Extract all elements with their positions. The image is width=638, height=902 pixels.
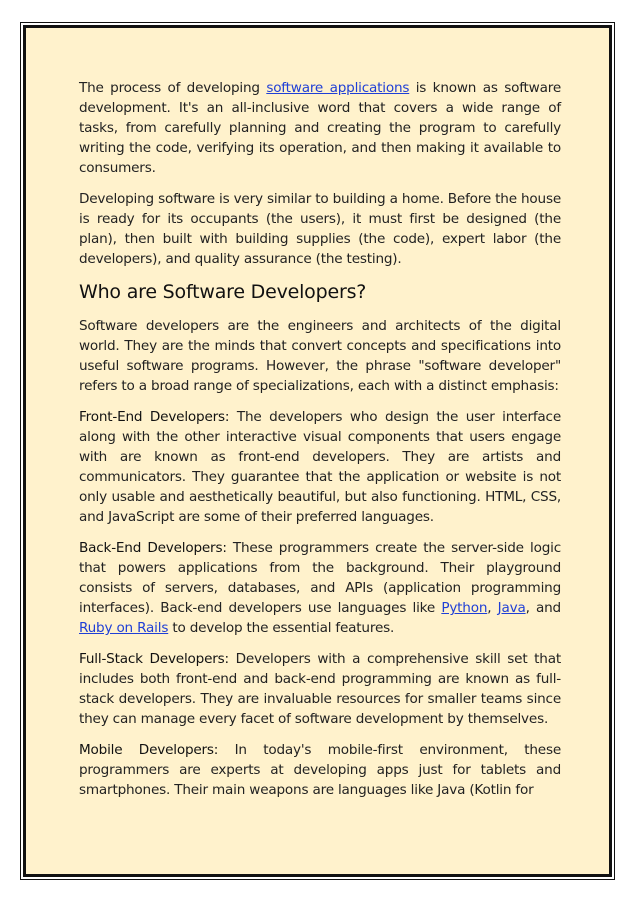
software-applications-link[interactable]: software applications	[266, 80, 410, 96]
backend-term: Back-End Developers:	[79, 540, 227, 556]
python-link[interactable]: Python	[441, 600, 488, 616]
document-body	[79, 78, 561, 811]
mobile-paragraph: Mobile Developers: In today's mobile-first environment, these programmers are experts at developing apps just for tablets and smartphones. Their main weapons are languages like Java (Kotlin for	[79, 742, 561, 798]
frontend-paragraph: Front-End Developers: The developers who design the user interface along with the other interactive visual components that users engage with are known as front-end developers. They are artists and communicators. They guarantee that the application or website is not only usable and aesthetically beautiful, but also functioning. HTML, CSS, and JavaScript are some of their preferred languages.	[79, 409, 561, 525]
frontend-term: Front-End Developers:	[79, 409, 230, 425]
ruby-on-rails-link[interactable]: Ruby on Rails	[79, 620, 169, 636]
section-paragraph-1: Software developers are the engineers and architects of the digital world. They are the minds that convert concepts and specifications into useful software programs. However, the phrase "software developer" refers to a broad range of specializations, each with a distinct emphasis:	[79, 318, 561, 394]
document-page	[23, 25, 612, 877]
fullstack-paragraph: Full-Stack Developers: Developers with a comprehensive skill set that includes both front-end and back-end programming are known as full-stack developers. They are invaluable resources for smaller teams since they can manage every facet of software development by themselves.	[79, 651, 561, 727]
backend-paragraph: Back-End Developers: These programmers create the server-side logic that powers applications from the background. Their playground consists of servers, databases, and APIs (application programming interfaces). Back-end developers use languages like Python, Java, and Ruby on Rails to develop the essential features.	[79, 540, 561, 636]
intro-paragraph-2: Developing software is very similar to building a home. Before the house is ready for its occupants (the users), it must first be designed (the plan), then built with building supplies (the code), expert labor (the developers), and quality assurance (the testing).	[79, 191, 561, 267]
java-link[interactable]: Java	[497, 600, 526, 616]
mobile-term: Mobile Developers:	[79, 742, 219, 758]
section-heading: Who are Software Developers?	[79, 281, 367, 303]
fullstack-term: Full-Stack Developers:	[79, 651, 229, 667]
intro-paragraph-1: The process of developing software applications is known as software development. It's an all-inclusive word that covers a wide range of tasks, from carefully planning and creating the program to carefully writing the code, verifying its operation, and then making it available to consumers.	[79, 80, 561, 176]
